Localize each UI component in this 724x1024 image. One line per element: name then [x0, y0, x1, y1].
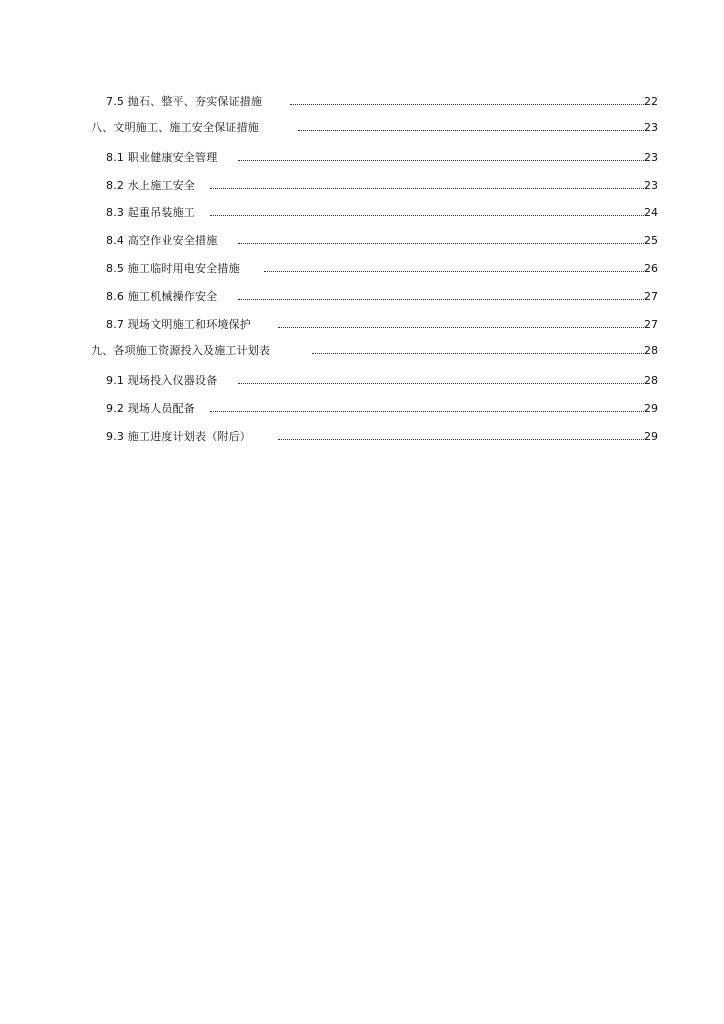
toc-entry[interactable] [0, 150, 724, 166]
toc-page-number: 28 [644, 374, 658, 387]
toc-entry-label: 8.5 施工临时用电安全措施 [106, 262, 240, 275]
toc-page-number: 29 [644, 430, 658, 443]
toc-entry[interactable] [0, 429, 724, 445]
toc-page-number: 25 [644, 234, 658, 247]
toc-dot-leader [298, 130, 644, 131]
toc-entry[interactable] [0, 261, 724, 277]
toc-page-number: 22 [644, 95, 658, 108]
toc-page-number: 24 [644, 206, 658, 219]
toc-entry-label: 7.5 抛石、整平、夯实保证措施 [106, 95, 263, 108]
toc-entry-label: 八、文明施工、施工安全保证措施 [91, 121, 259, 134]
toc-entry[interactable] [0, 233, 724, 249]
toc-dot-leader [312, 353, 644, 354]
toc-page-number: 23 [644, 179, 658, 192]
toc-page-number: 29 [644, 402, 658, 415]
toc-entry[interactable] [0, 373, 724, 389]
toc-entry-label: 9.3 施工进度计划表（附后） [106, 430, 251, 443]
toc-entry[interactable] [0, 178, 724, 194]
toc-page-number: 27 [644, 290, 658, 303]
toc-entry-label: 9.2 现场人员配备 [106, 402, 195, 415]
toc-dot-leader [238, 383, 644, 384]
toc-entry-label: 9.1 现场投入仪器设备 [106, 374, 218, 387]
toc-page-number: 27 [644, 318, 658, 331]
toc-dot-leader [238, 160, 644, 161]
toc-entry-label: 8.7 现场文明施工和环境保护 [106, 318, 251, 331]
toc-page-number: 26 [644, 262, 658, 275]
toc-entry[interactable] [0, 401, 724, 417]
toc-dot-leader [278, 327, 644, 328]
toc-entry[interactable] [0, 120, 724, 136]
toc-entry-label: 8.4 高空作业安全措施 [106, 234, 218, 247]
toc-entry-label: 8.1 职业健康安全管理 [106, 151, 218, 164]
toc-entry-label: 8.6 施工机械操作安全 [106, 290, 218, 303]
toc-dot-leader [278, 439, 644, 440]
toc-page-number: 23 [644, 151, 658, 164]
toc-page-number: 28 [644, 344, 658, 357]
toc-dot-leader [238, 299, 644, 300]
toc-dot-leader [264, 271, 644, 272]
toc-entry[interactable] [0, 317, 724, 333]
toc-dot-leader [238, 243, 644, 244]
toc-entry-label: 8.2 水上施工安全 [106, 179, 195, 192]
toc-dot-leader [210, 188, 644, 189]
toc-dot-leader [290, 104, 644, 105]
toc-entry-label: 九、各项施工资源投入及施工计划表 [91, 344, 271, 357]
toc-entry[interactable] [0, 94, 724, 110]
toc-dot-leader [210, 411, 644, 412]
toc-entry-label: 8.3 起重吊装施工 [106, 206, 195, 219]
toc-entry[interactable] [0, 205, 724, 221]
toc-entry[interactable] [0, 289, 724, 305]
toc-entry[interactable] [0, 343, 724, 359]
toc-page-number: 23 [644, 121, 658, 134]
toc-dot-leader [210, 215, 644, 216]
